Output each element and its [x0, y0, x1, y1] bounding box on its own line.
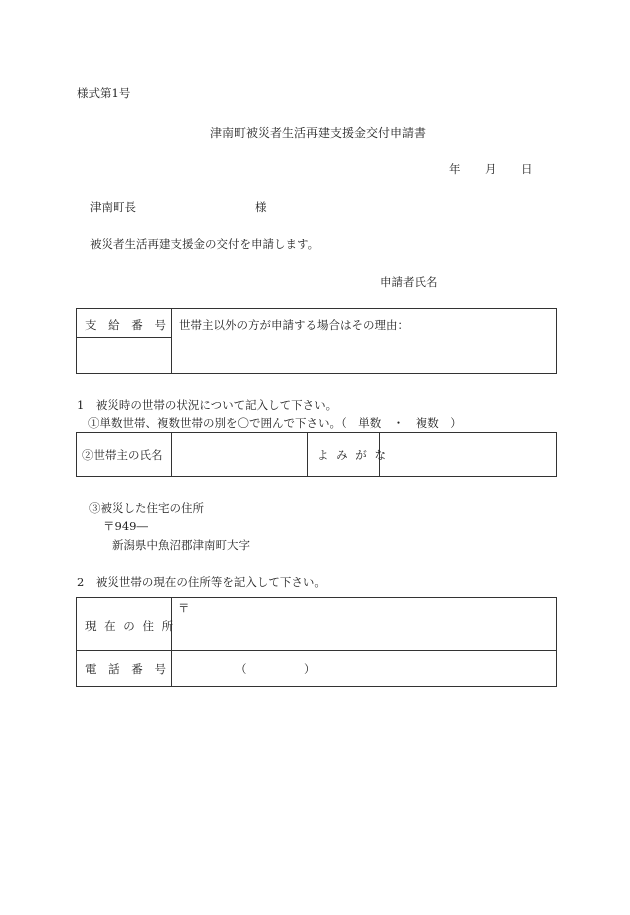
yomigana-field[interactable] [381, 434, 556, 475]
section2-heading: 2 被災世帯の現在の住所等を記入して下さい。 [77, 575, 326, 589]
head-name-label: ②世帯主の氏名 [82, 448, 163, 462]
date-year: 年 [449, 162, 461, 176]
applicant-name-label: 申請者氏名 [380, 275, 438, 289]
head-name-field[interactable] [173, 434, 305, 475]
phone-label: 電 話 番 号 [85, 662, 170, 676]
damaged-address-label: ③被災した住宅の住所 [89, 501, 204, 515]
payment-number-label: 支 給 番 号 [85, 318, 170, 332]
date-month: 月 [485, 162, 497, 176]
household-head-table [76, 432, 557, 477]
request-text: 被災者生活再建支援金の交付を申請します。 [90, 237, 320, 251]
phone-format: （ ） [235, 662, 316, 676]
damaged-address: 新潟県中魚沼郡津南町大字 [112, 538, 250, 552]
date-day: 日 [521, 162, 533, 176]
current-address-table [76, 597, 557, 687]
damaged-postal-code: 〒949― [103, 519, 148, 533]
postal-mark: 〒 [178, 601, 190, 615]
yomigana-label: よ み が な [317, 448, 388, 462]
reason-label: 世帯主以外の方が申請する場合はその理由： [179, 318, 409, 332]
form-number: 様式第1号 [77, 86, 131, 100]
household-type-text: ①単数世帯、複数世帯の別を〇で囲んで下さい。（ 単数 ・ 複数 ） [88, 416, 462, 430]
payment-table [76, 308, 557, 374]
reason-field[interactable] [173, 339, 556, 373]
phone-field[interactable] [173, 652, 556, 686]
current-address-label: 現 在 の 住 所 [85, 619, 176, 633]
current-address-field[interactable] [173, 612, 556, 648]
section1-heading: 1 被災時の世帯の状況について記入して下さい。 [77, 398, 338, 412]
page-title: 津南町被災者生活再建支援金交付申請書 [210, 126, 427, 140]
payment-number-field[interactable] [78, 339, 170, 373]
addressee-honorific: 様 [255, 200, 267, 214]
addressee-name: 津南町長 [90, 200, 136, 214]
